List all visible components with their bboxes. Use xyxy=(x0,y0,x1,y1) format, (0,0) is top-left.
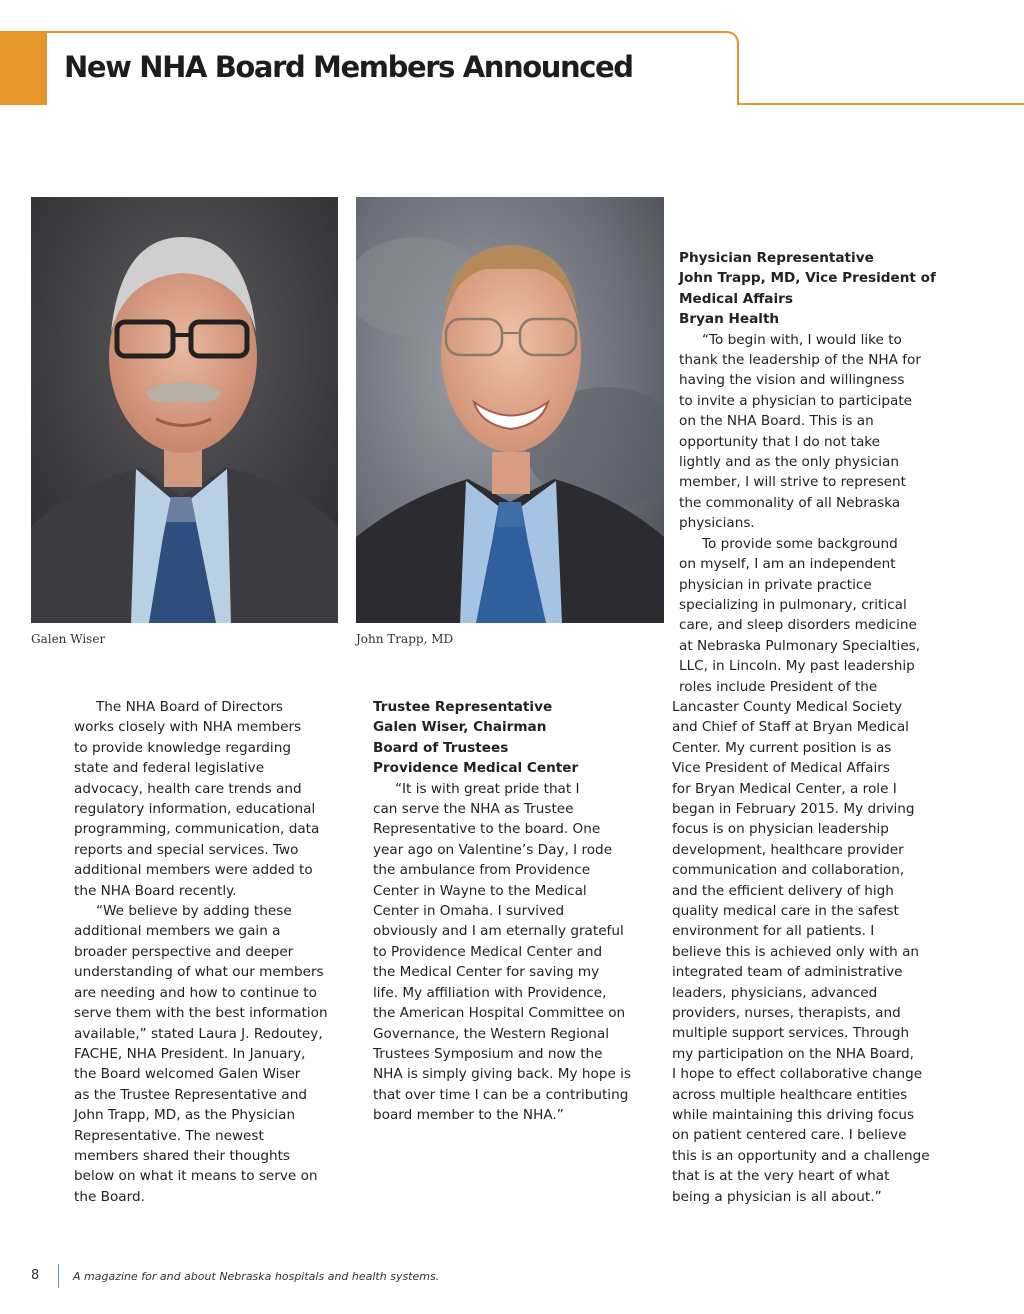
body-text-line: Center. My current position is as xyxy=(672,739,892,756)
body-text-line: the ambulance from Providence xyxy=(373,862,591,879)
body-text-line: care, and sleep disorders medicine xyxy=(679,617,917,634)
body-text-line: to Providence Medical Center and xyxy=(373,943,603,960)
section-heading: Trustee Representative xyxy=(373,699,553,715)
body-text-line: to provide knowledge regarding xyxy=(74,739,291,756)
section-heading: Medical Affairs xyxy=(679,290,793,307)
body-text-line: physician in private practice xyxy=(679,576,872,593)
body-text-line: additional members we gain a xyxy=(74,923,281,940)
body-text-line: this is an opportunity and a challenge xyxy=(672,1147,930,1164)
body-text-line: and Chief of Staff at Bryan Medical xyxy=(672,719,909,736)
body-text-line: on the NHA Board. This is an xyxy=(679,413,874,430)
body-text-line: advocacy, health care trends and xyxy=(74,780,302,797)
body-text-line: environment for all patients. I xyxy=(672,923,875,940)
body-text-line: multiple support services. Through xyxy=(672,1025,910,1042)
body-text-line: The NHA Board of Directors xyxy=(96,699,284,715)
section-heading: Physician Representative xyxy=(679,250,874,266)
body-text-line: leaders, physicians, advanced xyxy=(672,984,878,1001)
body-text-line: opportunity that I do not take xyxy=(679,433,881,450)
body-text-line: across multiple healthcare entities xyxy=(672,1086,908,1103)
body-text-line: the American Hospital Committee on xyxy=(373,1005,626,1022)
body-text-line: Center in Omaha. I survived xyxy=(373,903,565,920)
body-text-line: NHA is simply giving back. My hope is xyxy=(373,1066,632,1083)
body-text-line: board member to the NHA.” xyxy=(373,1107,564,1124)
body-text-line: reports and special services. Two xyxy=(74,841,299,858)
body-text-line: understanding of what our members xyxy=(74,964,324,981)
body-text-line: thank the leadership of the NHA for xyxy=(679,352,921,369)
body-text-line: serve them with the best information xyxy=(74,1005,328,1022)
body-text-line: FACHE, NHA President. In January, xyxy=(74,1045,306,1062)
footer-tagline: A magazine for and about Nebraska hospitals and health systems. xyxy=(73,1270,440,1283)
body-text-line: to invite a physician to participate xyxy=(679,392,913,409)
portrait-john-trapp xyxy=(356,197,664,623)
body-text-line: and the efficient delivery of high xyxy=(672,882,894,899)
body-text-line: providers, nurses, therapists, and xyxy=(672,1005,901,1022)
body-text-line: To provide some background xyxy=(702,535,898,552)
body-text-line: Governance, the Western Regional xyxy=(373,1025,609,1042)
body-text-line: works closely with NHA members xyxy=(74,719,302,736)
section-heading: John Trapp, MD, Vice President of xyxy=(679,270,936,287)
body-text-line: on patient centered care. I believe xyxy=(672,1127,907,1144)
body-text-line: focus is on physician leadership xyxy=(672,821,889,838)
body-text-line: Lancaster County Medical Society xyxy=(672,698,903,715)
header-rule xyxy=(739,103,1024,105)
body-text-line: additional members were added to xyxy=(74,862,313,879)
body-text-line: roles include President of the xyxy=(679,678,878,695)
body-text-line: the Board welcomed Galen Wiser xyxy=(74,1066,301,1083)
body-text-line: lightly and as the only physician xyxy=(679,454,899,471)
body-text-line: broader perspective and deeper xyxy=(74,943,294,960)
body-text-line: for Bryan Medical Center, a role I xyxy=(672,780,897,797)
header-accent-tab xyxy=(0,31,47,105)
body-text-line: being a physician is all about.” xyxy=(672,1188,882,1205)
body-text-line: having the vision and willingness xyxy=(679,372,905,389)
body-text-line: Vice President of Medical Affairs xyxy=(672,760,890,777)
body-text-line: the Board. xyxy=(74,1188,145,1205)
body-text-line: while maintaining this driving focus xyxy=(672,1107,915,1124)
body-text-line: on myself, I am an independent xyxy=(679,556,896,573)
body-text-line: state and federal legislative xyxy=(74,760,265,777)
photo-caption: John Trapp, MD xyxy=(356,632,454,646)
photo-caption: Galen Wiser xyxy=(31,632,106,646)
body-text-line: I hope to effect collaborative change xyxy=(672,1066,923,1083)
body-text-line: the commonality of all Nebraska xyxy=(679,494,901,511)
body-text-line: available,” stated Laura J. Redoutey, xyxy=(74,1025,323,1042)
intro-column xyxy=(74,697,328,1207)
body-text-line: year ago on Valentine’s Day, I rode xyxy=(373,841,613,858)
body-text-line: Center in Wayne to the Medical xyxy=(373,882,587,899)
body-text-line: can serve the NHA as Trustee xyxy=(373,801,574,818)
body-text-line: members shared their thoughts xyxy=(74,1147,290,1164)
body-text-line: member, I will strive to represent xyxy=(679,474,906,491)
body-text-line: my participation on the NHA Board, xyxy=(672,1045,914,1062)
body-text-line: “To begin with, I would like to xyxy=(702,331,902,348)
portrait-galen-wiser xyxy=(31,197,338,623)
section-heading: Providence Medical Center xyxy=(373,760,579,777)
body-text-line: integrated team of administrative xyxy=(672,964,903,981)
footer-divider xyxy=(58,1264,59,1288)
body-text-line: the NHA Board recently. xyxy=(74,882,237,899)
trustee-column xyxy=(373,697,631,1126)
body-text-line: began in February 2015. My driving xyxy=(672,800,915,817)
physician-column xyxy=(672,248,936,1207)
body-text-line: that over time I can be a contributing xyxy=(373,1086,629,1103)
body-text-line: as the Trustee Representative and xyxy=(74,1086,307,1103)
body-text-line: Representative. The newest xyxy=(74,1127,264,1144)
body-text-line: obviously and I am eternally grateful xyxy=(373,923,624,940)
body-text-line: development, healthcare provider xyxy=(672,841,904,858)
body-text-line: regulatory information, educational xyxy=(74,801,316,818)
section-heading: Board of Trustees xyxy=(373,739,509,756)
body-text-line: LLC, in Lincoln. My past leadership xyxy=(679,658,915,675)
section-heading: Bryan Health xyxy=(679,311,780,328)
body-text-line: Representative to the board. One xyxy=(373,821,601,838)
page-title: New NHA Board Members Announced xyxy=(64,50,633,84)
body-text-line: specializing in pulmonary, critical xyxy=(679,596,907,613)
body-text-line: below on what it means to serve on xyxy=(74,1168,318,1185)
body-text-line: John Trapp, MD, as the Physician xyxy=(74,1107,296,1124)
body-text-line: Trustees Symposium and now the xyxy=(373,1045,603,1062)
body-text-line: “We believe by adding these xyxy=(96,903,292,920)
body-text-line: physicians. xyxy=(679,515,755,532)
body-text-line: are needing and how to continue to xyxy=(74,984,317,1001)
body-text-line: quality medical care in the safest xyxy=(672,903,899,919)
body-text-line: believe this is achieved only with an xyxy=(672,943,920,960)
body-text-line: the Medical Center for saving my xyxy=(373,964,600,981)
section-heading: Galen Wiser, Chairman xyxy=(373,719,547,736)
body-text-line: communication and collaboration, xyxy=(672,862,905,879)
body-text-line: programming, communication, data xyxy=(74,821,320,838)
body-text-line: that is at the very heart of what xyxy=(672,1168,890,1185)
body-text-line: at Nebraska Pulmonary Specialties, xyxy=(679,637,921,654)
body-text-line: “It is with great pride that I xyxy=(395,780,580,797)
body-text-line: life. My affiliation with Providence, xyxy=(373,984,607,1001)
page-number: 8 xyxy=(31,1268,40,1283)
